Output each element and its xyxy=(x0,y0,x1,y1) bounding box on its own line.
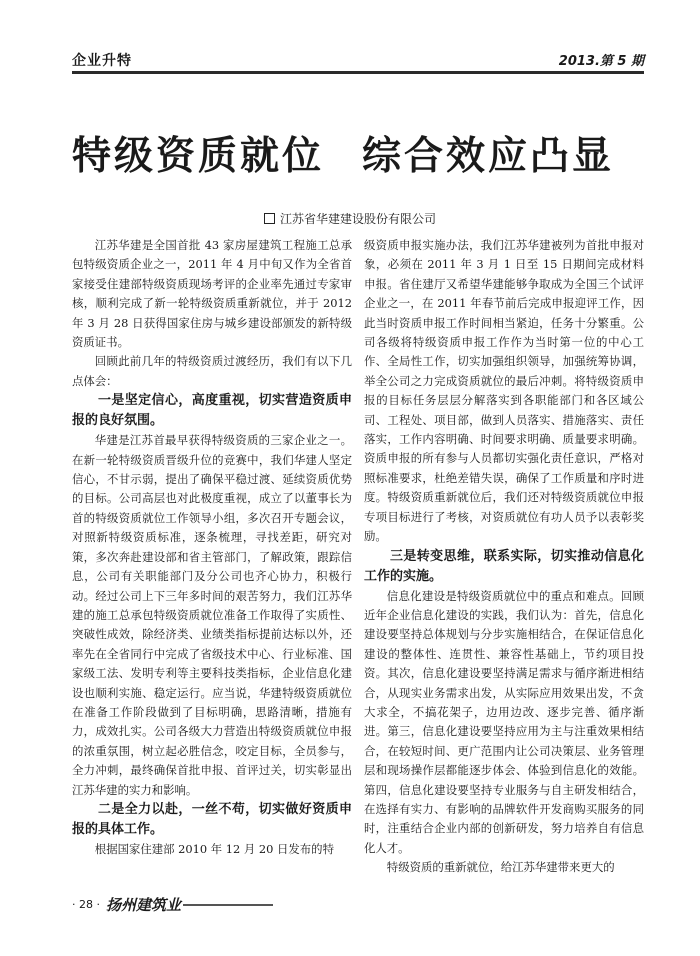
body-paragraph: 回顾此前几年的特级资质过渡经历，我们有以下几点体会： xyxy=(72,354,352,388)
body-paragraph: 江苏华建是全国首批 43 家房屋建筑工程施工总承包特级资质企业之一，2011 年 4 月中旬又作为全省首家接受住建部特级资质现场考评的企业率先通过专家审核，顺利完成了新一轮特级资质重新就位，并于 2012 年 3 月 28 日获得国家住房与城乡建设部颁发的新特级资质证书。 xyxy=(72,238,352,350)
title-part-2: 综合效应凸显 xyxy=(362,134,615,179)
author-line xyxy=(0,210,700,227)
article-title xyxy=(72,125,644,181)
section-heading: 三是转变思维，联系实际，切实推动信息化工作的实施。 xyxy=(364,548,644,584)
footer-rule xyxy=(183,904,273,906)
title-part-1: 特级资质就位 xyxy=(72,134,325,179)
right-column xyxy=(364,236,644,878)
issue-number: 2013.第 5 期 xyxy=(558,54,644,69)
body-paragraph: 华建是江苏首最早获得特级资质的三家企业之一。在新一轮特级资质晋级升位的竞赛中，我们华建人坚定信心，不甘示弱，提出了确保平稳过渡、延续资质优势的目标。公司高层也对此极度重视，成立了以董事长为首的特级资质就位工作领导小组，多次召开专题会议，对照新特级资质标准，逐条梳理，寻找差距，研究对策，多次奔赴建设部和省主管部门，了解政策，跟踪信息，公司有关职能部门及分公司也齐心协力，积极行动。经过公司上下三年多时间的艰苦努力，我们江苏华建的施工总承包特级资质就位准备工作取得了实质性、突破性成效，除经济类、业绩类指标提前达标以外，还率先在全省同行中完成了省级技术中心、行业标准、国家级工法、发明专利等主要科技类指标，企业信息化建设也顺利实施、稳定运行。应当说，华建特级资质就位在准备工作阶段做到了目标明确，思路清晰，措施有力，成效扎实。公司各级大力营造出特级资质就位申报的浓重氛围，树立起必胜信念，咬定目标，全员参与，全力冲刺，最终确保首批申报、首评过关，切实彰显出江苏华建的实力和影响。 xyxy=(72,433,352,797)
author-name: 江苏省华建建设股份有限公司 xyxy=(279,212,436,226)
header-rule xyxy=(72,71,644,74)
section-name: 企业升特 xyxy=(72,53,132,69)
magazine-name: 扬州建筑业 xyxy=(105,896,181,914)
page-header xyxy=(72,50,644,72)
page-footer xyxy=(72,894,273,916)
body-paragraph: 特级资质的重新就位，给江苏华建带来更大的 xyxy=(386,860,615,875)
body-paragraph: 级资质申报实施办法，我们江苏华建被列为首批申报对象，必须在 2011 年 3 月 1 日至 15 日期间完成材料申报。省住建厅又希望华建能够争取成为全国三个试评企业之一，在 2011 年春节前后完成申报迎评工作，因此当时资质申报工作时间相当紧迫，任务十分繁重。公司各级将特级资质申报工作作为当时第一位的中心工作、全局性工作，切实加强组织领导，加强统筹协调，举全公司之力完成资质就位的最后冲刺。将特级资质申报的目标任务层层分解落实到各职能部门和各区域公司、工程处、项目部，做到人员落实、措施落实、责任落实，工作内容明确、时间要求明确、质量要求明确。资质申报的所有参与人员都切实强化责任意识，严格对照标准要求，杜绝差错失误，确保了工作质量和序时进度。特级资质重新就位后，我们还对特级资质就位申报专项目标进行了考核，对资质就位有功人员予以表彰奖励。 xyxy=(364,238,644,544)
section-heading: 一是坚定信心，高度重视，切实营造资质申报的良好氛围。 xyxy=(72,393,352,429)
left-column xyxy=(72,236,352,859)
body-paragraph: 根据国家住建部 2010 年 12 月 20 日发布的特 xyxy=(94,841,334,856)
page-number: · 28 · xyxy=(72,898,100,911)
square-box-icon xyxy=(264,213,275,224)
body-paragraph: 信息化建设是特级资质就位中的重点和难点。回顾近年企业信息化建设的实践，我们认为：首先，信息化建设要坚持总体规划与分步实施相结合，在保证信息化建设的整体性、连贯性、兼容性基础上，节约项目投资。其次，信息化建设要坚持满足需求与循序渐进相结合，从现实业务需求出发，从实际应用效果出发，不贪大求全，不搞花架子，边用边改、逐步完善、循序渐进。第三，信息化建设要坚持应用为主与注重效果相结合，在较短时间、更广范围内让公司决策层、业务管理层和现场操作层都能逐步体会、体验到信息化的效能。第四，信息化建设要坚持专业服务与自主研发相结合，在选择有实力、有影响的品牌软件开发商购买服务的同时，注重结合企业内部的创新研发，努力培养自有信息化人才。 xyxy=(364,588,644,855)
section-heading: 二是全力以赴，一丝不苟，切实做好资质申报的具体工作。 xyxy=(72,801,352,837)
